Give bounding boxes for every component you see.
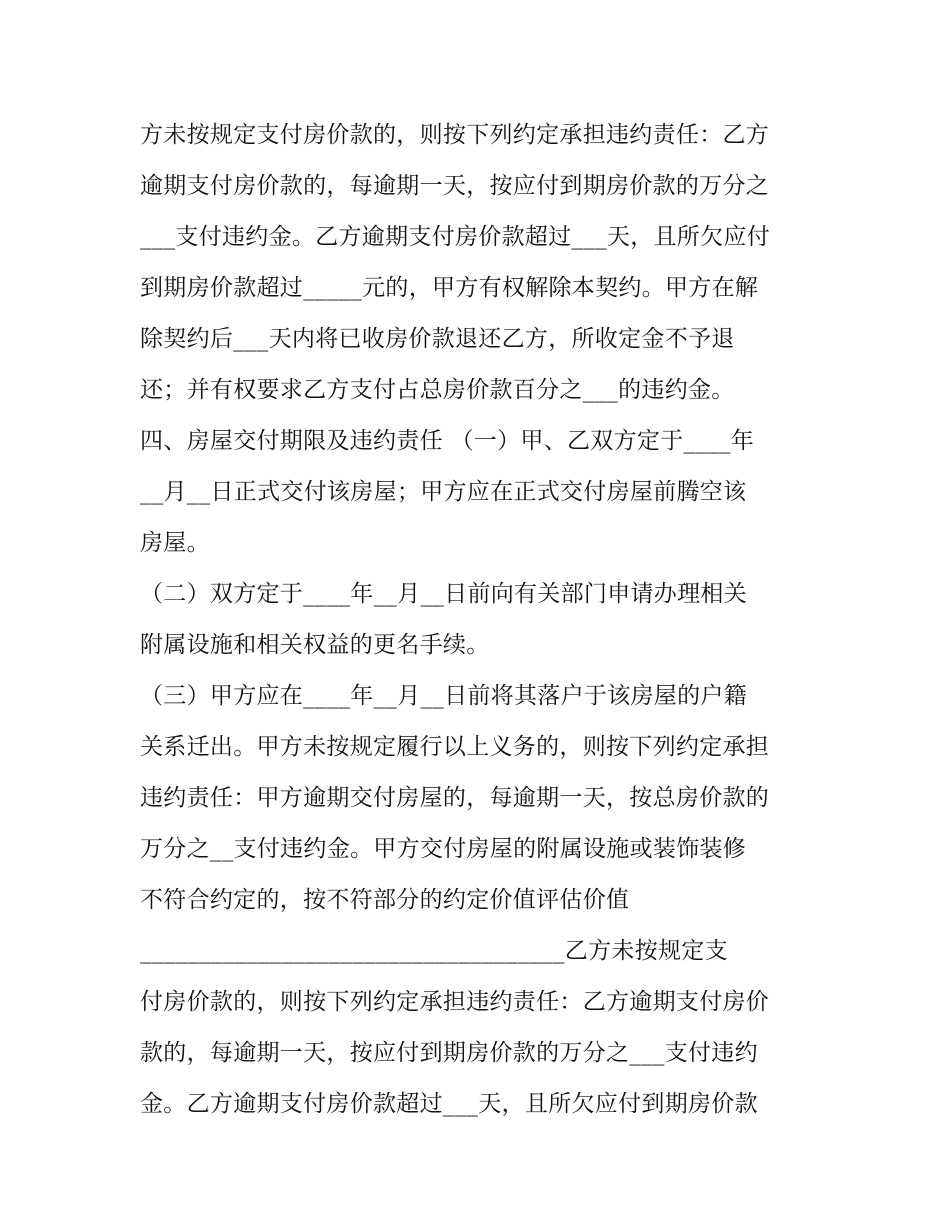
text-line: （二）双方定于____年__月__日前向有关部门申请办理相关 xyxy=(140,581,747,607)
text-line: 房屋。 xyxy=(140,530,210,556)
text-line: 逾期支付房价款的，每逾期一天，按应付到期房价款的万分之 xyxy=(140,173,770,199)
text-line: 还；并有权要求乙方支付占总房价款百分之___的违约金。 xyxy=(140,377,735,403)
text-line: 四、房屋交付期限及违约责任 （一）甲、乙双方定于____年 xyxy=(140,428,755,454)
text-line: 方未按规定支付房价款的，则按下列约定承担违约责任：乙方 xyxy=(140,122,770,148)
text-line: ___支付违约金。乙方逾期支付房价款超过___天，且所欠应付 xyxy=(140,224,770,250)
text-line: 不符合约定的，按不符部分的约定价值评估价值 xyxy=(140,887,630,913)
text-line: 除契约后___天内将已收房价款退还乙方，所收定金不予退 xyxy=(140,326,735,352)
text-line: 附属设施和相关权益的更名手续。 xyxy=(140,632,490,658)
text-line: 违约责任：甲方逾期交付房屋的，每逾期一天，按总房价款的 xyxy=(140,785,770,811)
text-line: 关系迁出。甲方未按规定履行以上义务的，则按下列约定承担 xyxy=(140,734,770,760)
text-line: （三）甲方应在____年__月__日前将其落户于该房屋的户籍 xyxy=(140,683,747,709)
text-line: __月__日正式交付该房屋；甲方应在正式交付房屋前腾空该 xyxy=(140,479,747,505)
text-line: 款的，每逾期一天，按应付到期房价款的万分之___支付违约 xyxy=(140,1040,758,1066)
text-line: 到期房价款超过_____元的，甲方有权解除本契约。甲方在解 xyxy=(140,275,759,301)
text-line: 万分之__支付违约金。甲方交付房屋的附属设施或装饰装修 xyxy=(140,836,747,862)
text-line: ____________________________________乙方未按规定支 xyxy=(140,938,728,964)
document-body xyxy=(140,110,820,1130)
text-line: 付房价款的，则按下列约定承担违约责任：乙方逾期支付房价 xyxy=(140,989,770,1015)
text-line: 金。乙方逾期支付房价款超过___天，且所欠应付到期房价款 xyxy=(140,1091,758,1117)
